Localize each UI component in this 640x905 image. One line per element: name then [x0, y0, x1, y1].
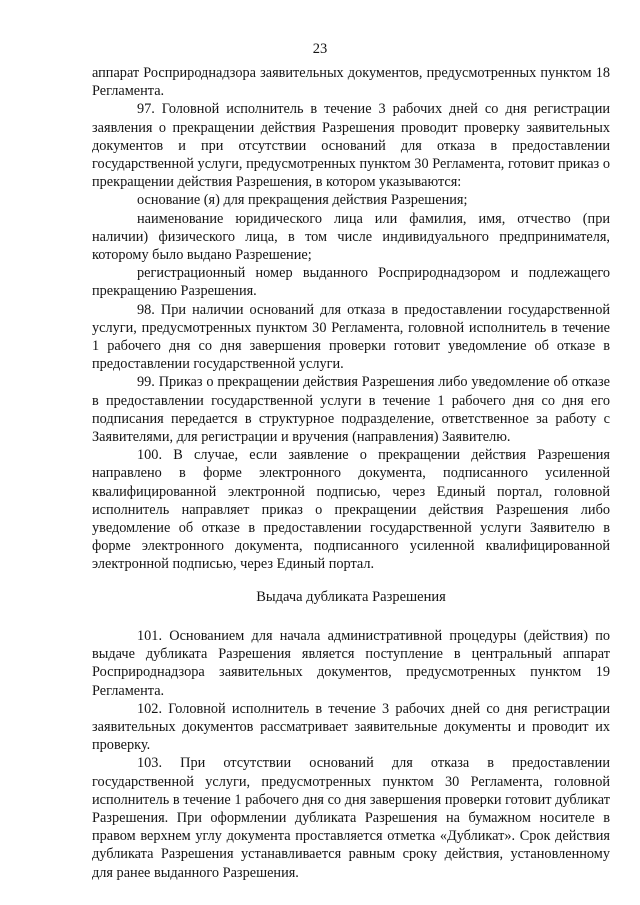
paragraph-102: 102. Головной исполнитель в течение 3 рабочих дней со дня регистрации заявительных документов рассматривает заявительные документы и проводит их проверку. [92, 700, 610, 754]
paragraph-97: 97. Головной исполнитель в течение 3 рабочих дней со дня регистрации заявления о прекращении действия Разрешения проводит проверку заявительных документов и при отсутствии оснований для отказа в предоставлении государственной услуги, предусмотренных пунктом 30 Регламента, готовит приказ о прекращении действия Разрешения, в котором указываются: [92, 101, 610, 191]
section-heading: Выдача дубликата Разрешения [256, 588, 446, 605]
paragraph-continuation: аппарат Росприроднадзора заявительных документов, предусмотренных пунктом 18 Регламента. [92, 65, 610, 100]
paragraph-101: 101. Основанием для начала административной процедуры (действия) по выдаче дубликата Разрешения является поступление в центральный аппарат Росприроднадзора заявительных документов, предусмотренных пунктом 19 Регламента. [92, 627, 610, 699]
paragraph-97-item-1: основание (я) для прекращения действия Разрешения; [137, 192, 468, 209]
page-number: 23 [312, 41, 328, 57]
paragraph-97-item-2: наименование юридического лица или фамилия, имя, отчество (при наличии) физического лица, в том числе индивидуального предпринимателя, которому было выдано Разрешение; [92, 210, 610, 264]
document-body [92, 64, 610, 882]
paragraph-97-item-3: регистрационный номер выданного Росприроднадзором и подлежащего прекращению Разрешения. [92, 265, 610, 300]
paragraph-100: 100. В случае, если заявление о прекращении действия Разрешения направлено в форме электронного документа, подписанного усиленной квалифицированной электронной подписью, через Единый портал, головной исполнитель направляет приказ о прекращении действия Разрешения либо уведомление об отказе в предоставлении государственной услуги Заявителю в форме электронного документа, подписанного усиленной квалифицированной электронной подписью, через Единый портал. [92, 447, 610, 573]
paragraph-103: 103. При отсутствии оснований для отказа в предоставлении государственной услуги, предусмотренных пунктом 30 Регламента, головной исполнитель в течение 1 рабочего дня со дня завершения проверки готовит дубликат Разрешения. При оформлении дубликата Разрешения на бумажном носителе в правом верхнем углу документа проставляется отметка «Дубликат». Срок действия дубликата Разрешения устанавливается равным сроку действия, установленному для ранее выданного Разрешения. [92, 755, 610, 881]
paragraph-98: 98. При наличии оснований для отказа в предоставлении государственной услуги, предусмотренных пунктом 30 Регламента, головной исполнитель в течение 1 рабочего дня со дня завершения проверки готовит уведомление об отказе в предоставлении государственной услуги. [92, 301, 610, 373]
paragraph-99: 99. Приказ о прекращении действия Разрешения либо уведомление об отказе в предоставлении государственной услуги в течение 1 рабочего дня со дня его подписания передается в структурное подразделение, ответственное за работу с Заявителями, для регистрации и вручения (направления) Заявителю. [92, 374, 610, 446]
